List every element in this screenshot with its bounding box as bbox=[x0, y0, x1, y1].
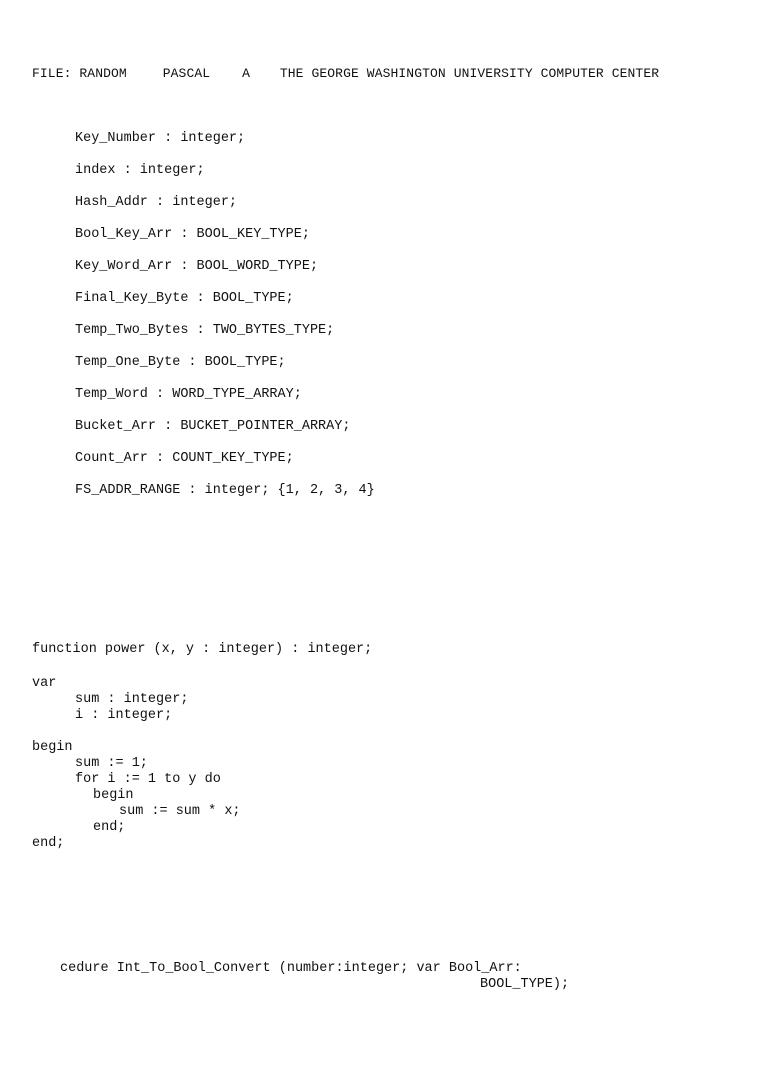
file-name: FILE: RANDOM bbox=[32, 66, 127, 81]
declaration-line: Bool_Key_Arr : BOOL_KEY_TYPE; bbox=[75, 227, 310, 242]
declaration-line: Count_Arr : COUNT_KEY_TYPE; bbox=[75, 451, 294, 466]
var-declaration-i: i : integer; bbox=[75, 708, 173, 723]
declaration-line: index : integer; bbox=[75, 163, 205, 178]
declaration-line: Bucket_Arr : BUCKET_POINTER_ARRAY; bbox=[75, 419, 351, 434]
inner-begin-keyword: begin bbox=[93, 788, 134, 803]
declaration-line: Key_Number : integer; bbox=[75, 131, 246, 146]
power-function bbox=[32, 642, 732, 851]
declaration-line: Temp_Two_Bytes : TWO_BYTES_TYPE; bbox=[75, 323, 335, 338]
declaration-line: FS_ADDR_RANGE : integer; {1, 2, 3, 4} bbox=[75, 483, 375, 498]
declaration-line: Temp_One_Byte : BOOL_TYPE; bbox=[75, 355, 286, 370]
inner-statement: sum := sum * x; bbox=[119, 804, 241, 819]
declaration-line: Temp_Word : WORD_TYPE_ARRAY; bbox=[75, 387, 302, 402]
file-language: PASCAL bbox=[162, 66, 211, 81]
function-signature: function power (x, y : integer) : integer; bbox=[32, 642, 373, 657]
declaration-line: Key_Word_Arr : BOOL_WORD_TYPE; bbox=[75, 259, 319, 274]
declaration-line: Hash_Addr : integer; bbox=[75, 195, 238, 210]
procedure-declaration bbox=[60, 962, 700, 1016]
begin-keyword: begin bbox=[32, 740, 73, 755]
end-keyword: end; bbox=[32, 836, 65, 851]
var-declaration-sum: sum : integer; bbox=[75, 692, 189, 707]
statement-init: sum := 1; bbox=[75, 756, 148, 771]
listing-header bbox=[32, 67, 732, 80]
var-keyword: var bbox=[32, 676, 57, 691]
procedure-signature-line-1: cedure Int_To_Bool_Convert (number:integer; var Bool_Arr: bbox=[60, 961, 522, 976]
file-mode: A bbox=[242, 66, 250, 81]
institution-name: THE GEORGE WASHINGTON UNIVERSITY COMPUTER CENTER bbox=[279, 66, 660, 81]
inner-end-keyword: end; bbox=[93, 820, 126, 835]
declaration-line: Final_Key_Byte : BOOL_TYPE; bbox=[75, 291, 294, 306]
for-statement: for i := 1 to y do bbox=[75, 772, 221, 787]
procedure-signature-line-2: BOOL_TYPE); bbox=[480, 977, 570, 992]
